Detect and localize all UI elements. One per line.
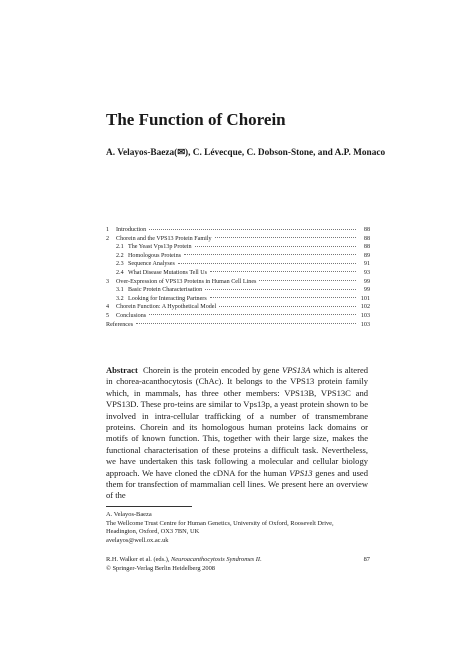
toc-leader-dots [205, 289, 356, 290]
toc-entry[interactable] [106, 269, 370, 278]
footnote-affiliation: The Wellcome Trust Centre for Human Genetics, University of Oxford, Roosevelt Drive, [106, 519, 334, 527]
citation-editors: R.H. Walker et al. (eds.), [106, 556, 172, 563]
toc-page-number: 88 [363, 244, 370, 251]
toc-entry[interactable] [106, 226, 370, 235]
toc-title: Introduction [116, 227, 147, 233]
toc-title: Sequence Analyses [128, 261, 175, 268]
toc-title: References [106, 321, 134, 328]
toc-page-number: 103 [360, 312, 370, 319]
toc-page-number: 91 [363, 261, 370, 268]
gene-name: VPS13A [281, 365, 311, 375]
table-of-contents [106, 226, 370, 329]
toc-page-number: 89 [363, 252, 370, 259]
toc-number: 2 [106, 235, 110, 242]
toc-leader-dots [210, 297, 356, 298]
toc-entry[interactable] [106, 321, 370, 330]
author-footnote [106, 511, 374, 545]
toc-number: 1 [106, 227, 110, 233]
footnote-email[interactable]: avelayos@well.ox.ac.uk [106, 536, 169, 544]
toc-leader-dots [184, 254, 356, 255]
toc-entry[interactable] [106, 252, 370, 261]
toc-number: 2.4 [116, 269, 124, 276]
toc-title: What Disease Mutations Tell Us [128, 269, 208, 276]
toc-page-number: 93 [363, 269, 370, 276]
toc-title: Conclusions [116, 312, 147, 319]
toc-leader-dots [219, 306, 356, 307]
chapter-title: The Function of Chorein [106, 110, 286, 129]
toc-entry[interactable] [106, 243, 370, 252]
toc-number: 3 [106, 278, 110, 285]
toc-title: Homologous Proteins [128, 252, 181, 259]
author-list: A. Velayos-Baeza(✉), C. Lévecque, C. Dobson-Stone, and A.P. Monaco [106, 148, 386, 158]
toc-number: 4 [106, 304, 110, 311]
toc-page-number: 88 [363, 227, 370, 233]
toc-number: 3.2 [116, 295, 124, 302]
toc-number: 5 [106, 312, 110, 319]
abstract-text: genes and used them for transfection of mammalian cell lines. We present here an overview of the [106, 467, 368, 501]
footnote-author-name: A. Velayos-Baeza [106, 511, 152, 518]
page-number: 87 [363, 556, 370, 563]
toc-leader-dots [195, 246, 356, 247]
toc-title: Over-Expression of VPS13 Proteins in Human Cell Lines [116, 278, 257, 285]
copyright-line: © Springer-Verlag Berlin Heidelberg 2008 [106, 564, 215, 572]
toc-entry[interactable] [106, 312, 370, 321]
footnote-affiliation: Headington, Oxford, OX3 7BN, UK [106, 528, 200, 535]
toc-leader-dots [178, 263, 356, 264]
toc-leader-dots [215, 237, 356, 238]
toc-leader-dots [259, 280, 356, 281]
toc-entry[interactable] [106, 278, 370, 287]
abstract-label: Abstract [106, 365, 138, 375]
toc-entry[interactable] [106, 303, 370, 312]
gene-name: VPS13 [289, 467, 313, 478]
toc-entry[interactable] [106, 295, 370, 304]
toc-page-number: 99 [363, 278, 370, 285]
footnote-divider [106, 506, 192, 507]
abstract-paragraph [106, 365, 368, 502]
toc-title: Chorein and the VPS13 Protein Family [116, 235, 212, 242]
book-citation [106, 556, 262, 565]
toc-page-number: 103 [360, 321, 370, 328]
book-reference [106, 556, 370, 573]
toc-page-number: 101 [360, 295, 370, 302]
toc-page-number: 99 [363, 287, 370, 294]
toc-entry[interactable] [106, 235, 370, 244]
citation-end: . [260, 556, 262, 563]
toc-number: 3.1 [116, 287, 124, 294]
toc-number: 2.1 [116, 244, 124, 251]
toc-title: Basic Protein Characterisation [128, 287, 203, 294]
abstract-text: Chorein is the protein encoded by gene [142, 365, 282, 375]
toc-leader-dots [149, 314, 356, 315]
toc-title: The Yeast Vps13p Protein [128, 244, 192, 251]
abstract-text: which is altered in chorea-acanthocytosis (ChAc). It belongs to the VPS13 protein family which, in mammals, has three other members: VPS13B, VPS13C and VPS13D. These pro-teins are similar to Vps13p, a yeast protein shown to be involved in intra-cellular trafficking of a number of transmembrane proteins. Chorein and its homologous human proteins lack domains or motifs of known function. This, together with their large size, makes the functional characterisation of these proteins a difficult task. Nevertheless, we have undertaken this task following a molecular and cellular biology approach. We have cloned the cDNA for the human [106, 365, 369, 478]
toc-entry[interactable] [106, 286, 370, 295]
toc-title: Chorein Function: A Hypothetical Model [116, 304, 217, 311]
toc-title: Looking for Interacting Partners [128, 295, 207, 302]
toc-number: 2.3 [116, 261, 124, 268]
toc-leader-dots [136, 323, 356, 324]
toc-page-number: 102 [360, 304, 370, 311]
book-title: Neuroacanthocytosis Syndromes II [171, 556, 261, 563]
toc-leader-dots [210, 271, 356, 272]
toc-number: 2.2 [116, 252, 124, 259]
toc-entry[interactable] [106, 260, 370, 269]
toc-leader-dots [149, 229, 356, 230]
toc-page-number: 88 [363, 235, 370, 242]
